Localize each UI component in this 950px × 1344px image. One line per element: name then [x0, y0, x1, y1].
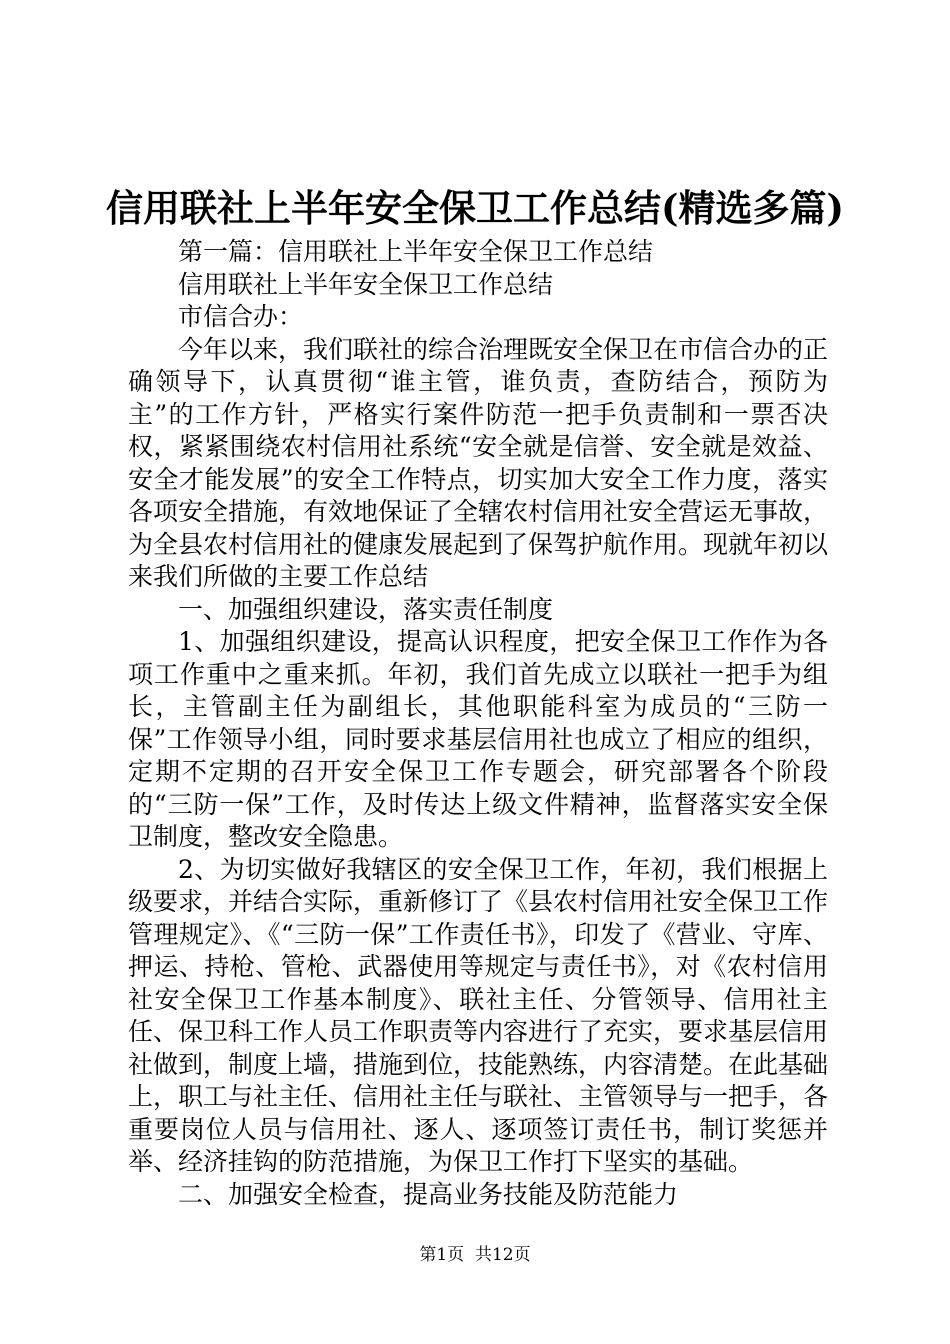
- document-body: [128, 236, 828, 1211]
- body-paragraph-item-1: 1、加强组织建设，提高认识程度，把安全保卫工作作为各项工作重中之重来抓。年初，我们首先成立以联社一把手为组长，主管副主任为副组长，其他职能科室为成员的“三防一保”工作领导小组，同时要求基层信用社也成立了相应的组织，定期不定期的召开安全保卫工作专题会，研究部署各个阶段的“三防一保”工作，及时传达上级文件精神，监督落实安全保卫制度，整改安全隐患。: [128, 627, 828, 851]
- section-heading-part-one: 第一篇：信用联社上半年安全保卫工作总结: [178, 237, 654, 266]
- intro-paragraph: 今年以来，我们联社的综合治理既安全保卫在市信合办的正确领导下，认真贯彻“谁主管，谁负责，查防结合，预防为主”的工作方针，严格实行案件防范一把手负责制和一票否决权，紧紧围绕农村信用社系统“安全就是信誉、安全就是效益、安全才能发展”的安全工作特点，切实加大安全工作力度，落实各项安全措施，有效地保证了全辖农村信用社安全营运无事故，为全县农村信用社的健康发展起到了保驾护航作用。现就年初以来我们所做的主要工作总结: [128, 334, 829, 591]
- body-paragraph-item-2: 2、为切实做好我辖区的安全保卫工作，年初，我们根据上级要求，并结合实际，重新修订了《县农村信用社安全保卫工作管理规定》、《“三防一保”工作责任书》，印发了《营业、守库、押运、持枪、管枪、武器使用等规定与责任书》，对《农村信用社安全保卫工作基本制度》、联社主任、分管领导、信用社主任、保卫科工作人员工作职责等内容进行了充实，要求基层信用社做到，制度上墙，措施到位，技能熟练，内容清楚。在此基础上，职工与社主任、信用社主任与联社、主管领导与一把手，各重要岗位人员与信用社、逐人、逐项签订责任书，制订奖惩并举、经济挂钩的防范措施，为保卫工作打下坚实的基础。: [128, 854, 829, 1176]
- salutation: 市信合办：: [178, 302, 304, 331]
- report-title-line: 信用联社上半年安全保卫工作总结: [178, 269, 554, 299]
- page-number-footer: 第1页 共12页: [419, 1245, 531, 1265]
- section-heading-one: 一、加强组织建设，落实责任制度: [178, 594, 554, 624]
- section-heading-two: 二、加强安全检查，提高业务技能及防范能力: [178, 1179, 679, 1209]
- document-title: 信用联社上半年安全保卫工作总结(精选多篇): [105, 186, 844, 230]
